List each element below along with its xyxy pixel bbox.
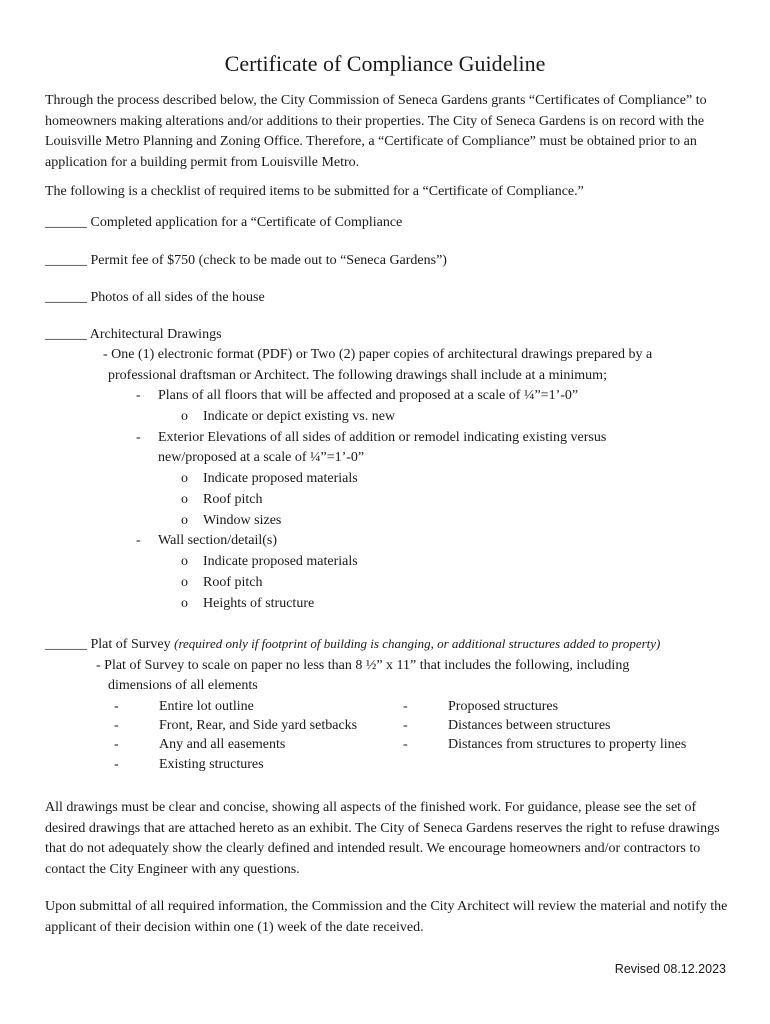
checklist-item-architectural [45, 325, 222, 345]
item-label: Photos of all sides of the house [90, 290, 265, 305]
arch-description-line2: professional draftsman or Architect. The following drawings shall include at a minimum; [108, 368, 607, 383]
survey-note: (required only if footprint of building is changing, or additional structures added to property) [174, 636, 661, 651]
arch-elevations-line1: Exterior Elevations of all sides of addition or remodel indicating existing versus [158, 430, 607, 445]
bullet-marker: o [181, 513, 188, 528]
arch-wall: Wall section/detail(s) [158, 533, 277, 548]
arch-plans: Plans of all floors that will be affected and proposed at a scale of ¼”=1’-0” [158, 388, 579, 403]
checkbox-blank: ______ [45, 327, 87, 342]
dash-marker: - [114, 737, 119, 752]
dash-marker: - [136, 533, 141, 548]
dash-marker: - [114, 757, 119, 772]
dash-marker: - [114, 699, 119, 714]
survey-left-item: Front, Rear, and Side yard setbacks [159, 718, 358, 733]
dash-marker: - [403, 737, 408, 752]
intro-paragraph: Through the process described below, the City Commission of Seneca Gardens grants “Certificates of Compliance” to homeowners making alterations and/or additions to their properties. The City of Seneca Gardens is on record with the Louisville Metro Planning and Zoning Office. Therefore, a “Certificate of Compliance” must be obtained prior to an application for a building permit from Louisville Metro. [45, 93, 707, 171]
bullet-marker: o [181, 471, 188, 486]
item-label: Architectural Drawings [89, 327, 222, 342]
checklist-item-photos [45, 288, 265, 308]
arch-wall-sub: Indicate proposed materials [203, 554, 358, 569]
dash-marker: - [403, 718, 408, 733]
item-label: Permit fee of $750 (check to be made out to “Seneca Gardens”) [90, 253, 447, 268]
arch-wall-sub: Roof pitch [203, 575, 263, 590]
checklist-item-fee [45, 251, 447, 271]
arch-elev-sub: Window sizes [203, 513, 282, 528]
survey-right-item: Proposed structures [448, 699, 559, 714]
arch-description-line1: - One (1) electronic format (PDF) or Two (2) paper copies of architectural drawings prepared by a [103, 347, 653, 362]
checkbox-blank: ______ [45, 290, 87, 305]
checklist-item-application [45, 213, 402, 233]
bullet-marker: o [181, 596, 188, 611]
dash-marker: - [403, 699, 408, 714]
survey-description-line2: dimensions of all elements [108, 678, 258, 693]
survey-left-item: Entire lot outline [159, 699, 254, 714]
item-label: Plat of Survey [90, 637, 171, 652]
arch-elev-sub: Indicate proposed materials [203, 471, 358, 486]
survey-left-item: Any and all easements [159, 737, 286, 752]
arch-wall-sub: Heights of structure [203, 596, 315, 611]
checkbox-blank: ______ [45, 637, 87, 652]
checkbox-blank: ______ [45, 215, 87, 230]
dash-marker: - [136, 430, 141, 445]
revision-date: Revised 08.12.2023 [614, 962, 726, 976]
arch-elev-sub: Roof pitch [203, 492, 263, 507]
survey-description-line1: - Plat of Survey to scale on paper no less than 8 ½” x 11” that includes the following, including [96, 658, 630, 673]
arch-elevations-line2: new/proposed at a scale of ¼”=1’-0” [158, 450, 365, 465]
drawings-paragraph: All drawings must be clear and concise, showing all aspects of the finished work. For guidance, please see the set of desired drawings that are attached hereto as an exhibit. The City of Seneca Gardens reserves the right to refuse drawings that do not adequately show the clearly defined and intended result. We encourage homeowners and/or contractors to contact the City Engineer with any questions. [45, 800, 720, 878]
arch-plans-sub: Indicate or depict existing vs. new [203, 409, 396, 424]
bullet-marker: o [181, 575, 188, 590]
item-label: Completed application for a “Certificate of Compliance [90, 215, 403, 230]
survey-right-item: Distances from structures to property lines [448, 737, 687, 752]
bullet-marker: o [181, 554, 188, 569]
review-paragraph: Upon submittal of all required information, the Commission and the City Architect will review the material and notify the applicant of their decision within one (1) week of the date received. [45, 899, 728, 935]
dash-marker: - [136, 388, 141, 403]
checkbox-blank: ______ [45, 253, 87, 268]
bullet-marker: o [181, 492, 188, 507]
survey-right-item: Distances between structures [448, 718, 611, 733]
page-title: Certificate of Compliance Guideline [224, 51, 546, 76]
survey-left-item: Existing structures [159, 757, 264, 772]
checklist-intro: The following is a checklist of required items to be submitted for a “Certificate of Compliance.” [45, 184, 584, 199]
bullet-marker: o [181, 409, 188, 424]
dash-marker: - [114, 718, 119, 733]
checklist-item-survey [45, 634, 660, 655]
